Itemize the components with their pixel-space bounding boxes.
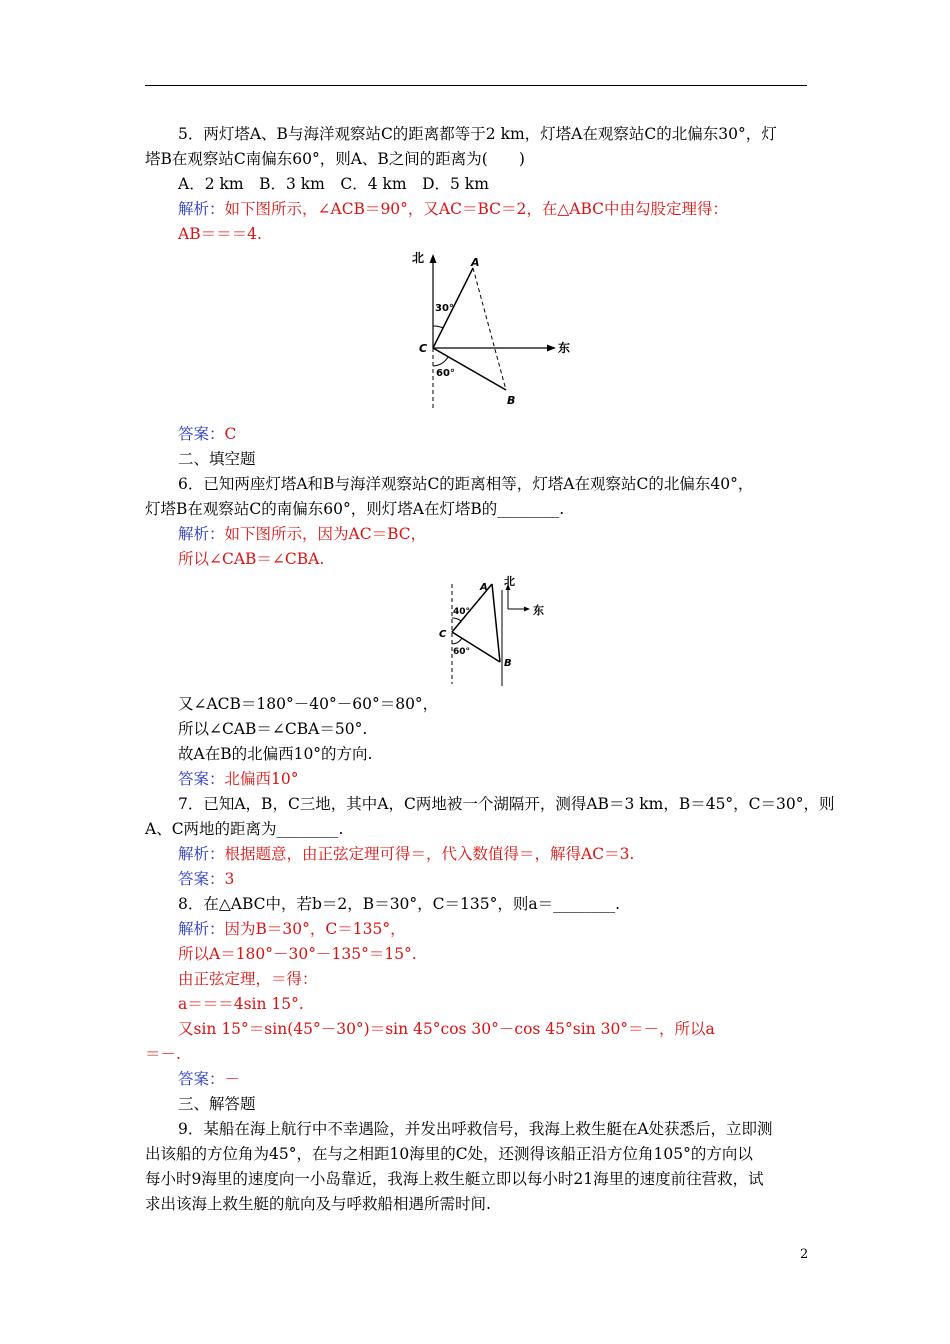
q9-line-4: 求出该海上救生艇的航向及与呼救船相遇所需时间.	[145, 1195, 491, 1213]
section-heading-fill-blank: 二、填空题	[178, 450, 256, 468]
east-arrow-icon	[547, 345, 556, 352]
q6-answer-value: 北偏西10°	[224, 770, 299, 788]
q5-stem-line-2: 塔B在观察站C南偏东60°，则A、B之间的距离为( )	[145, 150, 525, 168]
q7-answer-value: 3	[224, 870, 235, 888]
header-rule	[145, 85, 807, 86]
point-b-label: B	[507, 394, 516, 407]
angle-label-40: 40°	[453, 607, 471, 617]
q8-stem: 8．在△ABC中，若b＝2，B＝30°，C＝135°，则a＝________.	[178, 895, 621, 913]
angle-arc-south	[452, 638, 462, 644]
section-heading-solve: 三、解答题	[178, 1095, 256, 1113]
point-c-label: C	[439, 629, 447, 640]
q6-line-5: 故A在B的北偏西10°的方向.	[178, 745, 373, 763]
segment-ab-dashed	[473, 268, 506, 390]
point-a-label: A	[471, 256, 480, 269]
q6-line-3: 又∠ACB＝180°－40°－60°＝80°，	[178, 695, 439, 713]
angle-arc-south	[433, 357, 448, 366]
q6-figure	[436, 572, 556, 690]
q6-line-2: 所以∠CAB＝∠CBA.	[178, 550, 325, 568]
answer-label: 答案：	[178, 1070, 225, 1088]
q7-answer	[178, 869, 234, 889]
q7-analysis-text: 根据题意，由正弦定理可得＝，代入数值得＝，解得AC＝3.	[224, 845, 635, 863]
q5-answer	[178, 424, 236, 444]
point-b-label: B	[504, 658, 512, 669]
point-c-label: C	[419, 342, 428, 355]
angle-label-60: 60°	[436, 368, 455, 379]
answer-label: 答案：	[178, 425, 225, 443]
point-a-label: A	[480, 582, 488, 593]
analysis-label: 解析：	[178, 525, 225, 543]
q6-stem-line-2: 灯塔B在观察站C的南偏东60°，则灯塔A在灯塔B的________.	[145, 500, 565, 518]
q9-line-2: 出该船的方位角为45°，在与之相距10海里的C处，还测得该船正沿方位角105°的方向以	[145, 1145, 753, 1163]
q8-answer	[178, 1069, 240, 1089]
analysis-label: 解析：	[178, 200, 225, 218]
q6-answer	[178, 769, 299, 789]
q9-line-1: 9．某船在海上航行中不幸遇险，并发出呼救信号，我海上救生艇在A处获悉后，立即测	[178, 1120, 773, 1138]
q6-analysis-text: 如下图所示，因为AC＝BC，	[224, 525, 427, 543]
q7-stem-line-2: A、C两地的距离为________.	[145, 820, 344, 838]
q7-stem-line-1: 7．已知A，B，C三地，其中A，C两地被一个湖隔开，测得AB＝3 km，B＝45°，C＝30°，则	[178, 795, 835, 813]
q8-line-4: a＝＝＝4sin 15°.	[178, 995, 304, 1013]
east-label: 东	[533, 604, 544, 617]
q5-analysis	[178, 199, 728, 219]
q6-analysis	[178, 524, 426, 544]
q5-analysis-text: 如下图所示，∠ACB＝90°，又AC＝BC＝2，在△ABC中由勾股定理得：	[224, 200, 729, 218]
q8-line-3: 由正弦定理，＝得：	[178, 970, 318, 988]
compass-east-arrow-icon	[524, 607, 530, 612]
q8-line-5: 又sin 15°＝sin(45°－30°)＝sin 45°cos 30°－cos 45°sin 30°＝－，所以a	[178, 1020, 715, 1038]
north-arrow-icon	[430, 254, 437, 263]
page-number: 2	[800, 1247, 809, 1262]
q5-calc: AB＝＝＝4.	[178, 225, 262, 243]
angle-arc-north	[433, 326, 443, 328]
q9-line-3: 每小时9海里的速度向一小岛靠近，我海上救生艇立即以每小时21海里的速度前往营救，试	[145, 1170, 764, 1188]
q6-line-4: 所以∠CAB＝∠CBA＝50°.	[178, 720, 368, 738]
segment-ab	[492, 584, 500, 662]
analysis-label: 解析：	[178, 845, 225, 863]
q8-line-2: 所以A＝180°－30°－135°＝15°.	[178, 945, 417, 963]
answer-label: 答案：	[178, 870, 225, 888]
north-label: 北	[412, 251, 425, 265]
angle-arc-north	[452, 618, 461, 621]
q5-answer-value: C	[224, 425, 237, 443]
q8-line-6: ＝－.	[145, 1045, 181, 1063]
angle-label-30: 30°	[435, 303, 454, 314]
analysis-label: 解析：	[178, 920, 225, 938]
q8-answer-value: －	[224, 1070, 241, 1088]
q5-options: A．2 km B．3 km C．4 km D．5 km	[178, 175, 489, 193]
q6-stem-line-1: 6．已知两座灯塔A和B与海洋观察站C的距离相等，灯塔A在观察站C的北偏东40°，	[178, 475, 754, 493]
angle-label-60: 60°	[453, 647, 471, 657]
east-label: 东	[558, 341, 571, 355]
q5-figure	[400, 248, 580, 416]
q7-analysis	[178, 844, 634, 864]
q8-analysis-text: 因为B＝30°，C＝135°，	[224, 920, 406, 938]
q5-stem-line-1: 5．两灯塔A、B与海洋观察站C的距离都等于2 km，灯塔A在观察站C的北偏东30°，灯	[178, 125, 777, 143]
north-label: 北	[504, 575, 515, 588]
answer-label: 答案：	[178, 770, 225, 788]
q8-analysis	[178, 919, 406, 939]
